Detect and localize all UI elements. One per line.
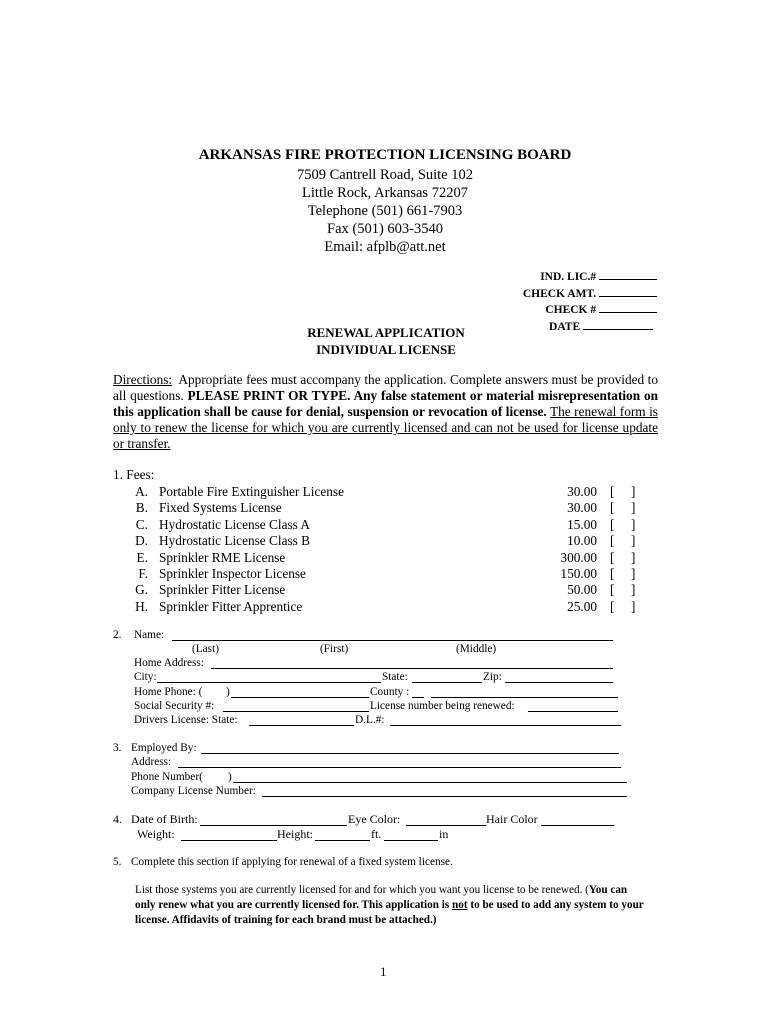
in-label: in: [439, 827, 449, 841]
dob-label: Date of Birth:: [131, 812, 198, 826]
home-phone-paren: ): [226, 686, 230, 698]
fee-checkbox[interactable]: [ ]: [610, 598, 636, 614]
ind-lic-field[interactable]: [599, 268, 657, 280]
check-amt-label: CHECK AMT.: [522, 287, 597, 300]
fee-row: [113, 550, 648, 566]
directions-label: Directions:: [113, 372, 173, 387]
fee-amount: 15.00: [567, 516, 597, 532]
fees-heading: 1. Fees:: [113, 467, 155, 482]
weight-label: Weight:: [137, 827, 175, 841]
fee-checkbox[interactable]: [ ]: [610, 500, 636, 516]
dl-number-field[interactable]: [390, 725, 621, 726]
height-ft-field[interactable]: [315, 840, 370, 841]
employer-address-field[interactable]: [178, 767, 621, 768]
fee-checkbox[interactable]: [ ]: [610, 533, 636, 549]
ssn-field[interactable]: [223, 711, 369, 712]
fee-checkbox[interactable]: [ ]: [610, 566, 636, 581]
last-name-caption: (Last): [192, 643, 219, 655]
fee-checkbox[interactable]: [ ]: [610, 582, 636, 598]
height-in-field[interactable]: [384, 840, 438, 841]
form-title-line-1: RENEWAL APPLICATION: [307, 325, 465, 340]
email: Email: afplb@att.net: [324, 239, 446, 255]
section-5-para-text: List those systems you are currently licensed for and for which you want you license to be renewed. (: [135, 884, 589, 896]
fee-letter: E.: [136, 549, 148, 565]
fee-checkbox[interactable]: [ ]: [610, 549, 636, 565]
fee-letter: C.: [135, 516, 148, 532]
home-phone-field[interactable]: [231, 697, 369, 698]
employed-by-field[interactable]: [201, 753, 619, 754]
weight-field[interactable]: [181, 840, 277, 841]
county-field[interactable]: [431, 697, 618, 698]
state-field[interactable]: [412, 682, 482, 683]
fee-amount: 30.00: [567, 500, 597, 516]
fee-letter: B.: [135, 500, 148, 516]
hair-color-field[interactable]: [541, 825, 614, 826]
check-no-field[interactable]: [599, 301, 657, 313]
fee-letter: F.: [138, 566, 148, 581]
home-phone-label: Home Phone: (: [134, 686, 203, 698]
form-title: [300, 324, 472, 358]
address-line-1: 7509 Cantrell Road, Suite 102: [297, 167, 473, 183]
section-2-number: 2.: [113, 629, 122, 641]
fee-letter: D.: [135, 533, 148, 549]
fee-amount: 25.00: [567, 598, 597, 614]
section-3-number: 3.: [113, 742, 122, 754]
organization-name: ARKANSAS FIRE PROTECTION LICENSING BOARD: [198, 147, 572, 163]
fee-row: [113, 582, 648, 598]
fee-name: Portable Fire Extinguisher License: [159, 484, 345, 499]
section-5-para-not: not: [452, 899, 468, 911]
zip-field[interactable]: [505, 682, 613, 683]
city-field[interactable]: [157, 682, 381, 683]
fee-amount: 10.00: [567, 533, 597, 549]
address-line-2: Little Rock, Arkansas 72207: [302, 185, 468, 201]
employer-address-label: Address:: [131, 756, 172, 768]
directions-paragraph: [113, 372, 658, 452]
state-label: State:: [382, 671, 408, 683]
fee-name: Hydrostatic License Class A: [159, 516, 311, 532]
fee-row: [113, 566, 648, 582]
office-use-block: [523, 268, 657, 334]
check-amt-field[interactable]: [599, 285, 657, 297]
fee-checkbox[interactable]: [ ]: [610, 484, 636, 499]
county-short-field[interactable]: [412, 697, 424, 698]
phone-number-label: Phone Number(: [131, 771, 203, 783]
fee-letter: A.: [135, 484, 148, 499]
fee-name: Hydrostatic License Class B: [159, 533, 311, 549]
middle-name-caption: (Middle): [456, 643, 497, 655]
employed-by-label: Employed By:: [131, 742, 197, 754]
county-label: County :: [370, 686, 410, 698]
height-label: Height:: [277, 827, 313, 841]
fee-name: Sprinkler Inspector License: [159, 566, 306, 581]
section-5-instruction: Complete this section if applying for renewal of a fixed system license.: [131, 856, 453, 868]
directions-text: Appropriate fees must accompany the application. Complete answers must be provided to all questions.: [113, 372, 658, 403]
directions-warning: PLEASE PRINT OR TYPE. Any false statement or material misrepresentation on this application shall be cause for denial, suspension or revocation of license.: [113, 388, 658, 419]
fee-name: Sprinkler Fitter Apprentice: [159, 598, 303, 614]
company-license-field[interactable]: [262, 796, 627, 797]
fee-amount: 300.00: [560, 549, 597, 565]
date-label: DATE: [549, 320, 581, 333]
fee-amount: 150.00: [560, 566, 597, 581]
section-5-paragraph: [135, 883, 650, 928]
dl-state-field[interactable]: [249, 725, 354, 726]
fee-row: [113, 484, 648, 500]
section-5-number: 5.: [113, 856, 122, 868]
ind-lic-label: IND. LIC.#: [540, 271, 597, 283]
hair-color-label: Hair Color: [486, 812, 538, 826]
fee-checkbox[interactable]: [ ]: [610, 516, 636, 532]
first-name-caption: (First): [320, 643, 349, 655]
fee-amount: 50.00: [567, 582, 597, 598]
license-renewed-field[interactable]: [528, 711, 618, 712]
section-4-number: 4.: [113, 812, 122, 826]
fee-letter: G.: [135, 582, 148, 598]
check-no-label: CHECK #: [545, 304, 597, 316]
fee-row: [113, 517, 648, 533]
date-field[interactable]: [583, 318, 653, 330]
home-address-field[interactable]: [211, 668, 613, 669]
city-label: City:: [134, 671, 157, 683]
fee-name: Sprinkler Fitter License: [159, 582, 286, 598]
fee-row: [113, 500, 648, 516]
fee-name: Sprinkler RME License: [159, 549, 286, 565]
dl-number-label: D.L.#:: [355, 714, 385, 726]
license-renewed-label: License number being renewed:: [370, 700, 515, 712]
phone-number-field[interactable]: [233, 782, 627, 783]
company-license-label: Company License Number:: [131, 785, 256, 797]
fee-row: [113, 599, 648, 615]
section-5-para-bold-2: to be used to add any system to your license. Affidavits of training for each brand must be attached.): [135, 899, 644, 926]
dob-field[interactable]: [200, 825, 347, 826]
phone-number-paren: ): [228, 771, 232, 783]
fee-amount: 30.00: [567, 484, 597, 499]
name-field[interactable]: [172, 640, 613, 641]
section-5-para-bold-1: You can only renew what you are currently licensed for. This application is: [135, 884, 628, 911]
telephone: Telephone (501) 661-7903: [307, 203, 463, 219]
fee-row: [113, 533, 648, 549]
name-label: Name:: [134, 629, 165, 641]
fee-letter: H.: [135, 598, 148, 614]
form-title-line-2: INDIVIDUAL LICENSE: [316, 342, 456, 357]
drivers-license-label: Drivers License: State:: [134, 714, 238, 726]
fax: Fax (501) 603-3540: [327, 221, 443, 237]
eye-color-field[interactable]: [406, 825, 486, 826]
home-address-label: Home Address:: [134, 657, 204, 669]
ssn-label: Social Security #:: [134, 700, 215, 712]
fee-name: Fixed Systems License: [159, 500, 282, 516]
page-number: 1: [380, 964, 387, 979]
zip-label: Zip:: [483, 671, 502, 683]
eye-color-label: Eye Color:: [348, 812, 401, 826]
ft-label: ft.: [371, 827, 382, 841]
directions-notice: The renewal form is only to renew the license for which you are currently licensed and can not be used for license update or transfer.: [113, 404, 658, 451]
